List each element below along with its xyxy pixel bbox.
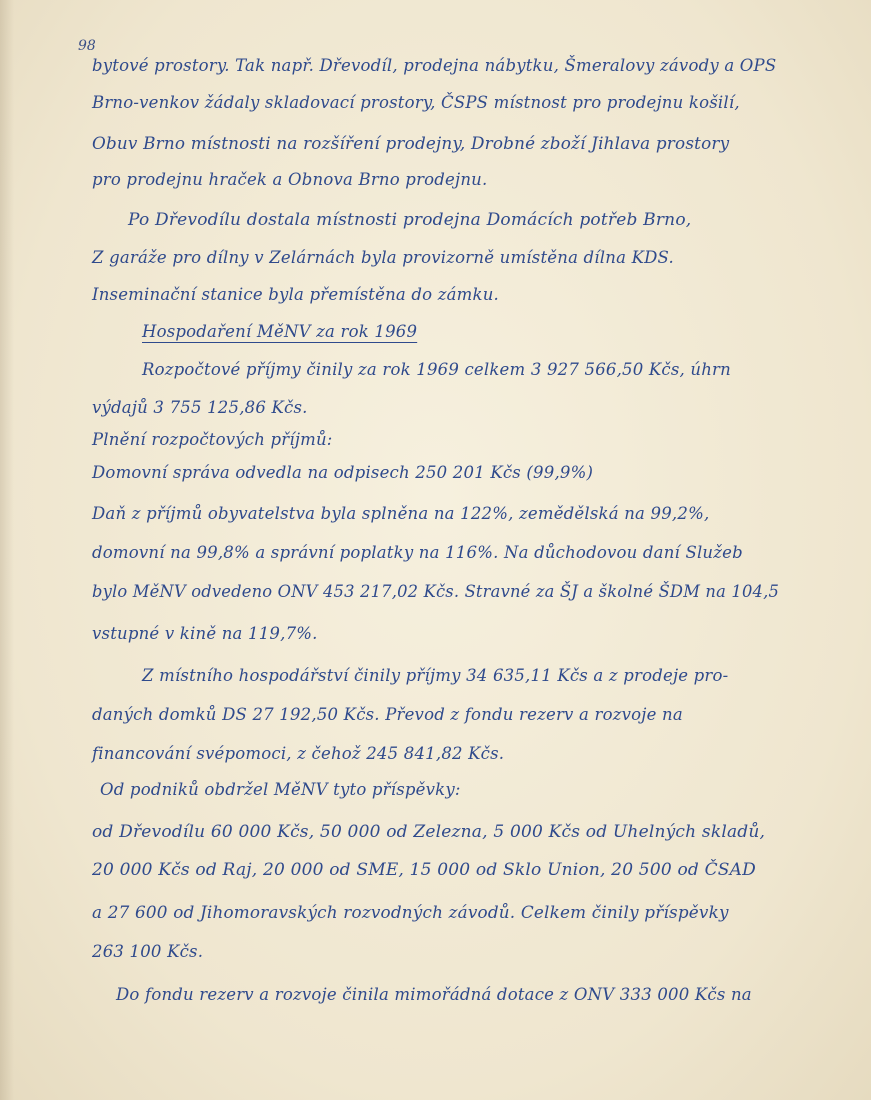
text-line: bytové prostory. Tak např. Dřevodíl, prodejna nábytku, Šmeralovy závody a OPS: [92, 56, 777, 75]
text-line: Daň z příjmů obyvatelstva byla splněna na 122%, zemědělská na 99,2%,: [92, 504, 710, 523]
text-line: Plnění rozpočtových příjmů:: [92, 430, 333, 449]
page-number: 98: [78, 38, 96, 54]
section-heading: Hospodaření MěNV za rok 1969: [142, 322, 418, 341]
text-line: od Dřevodílu 60 000 Kčs, 50 000 od Zelezna, 5 000 Kčs od Uhelných skladů,: [92, 822, 766, 842]
text-line: Po Dřevodílu dostala místnosti prodejna Domácích potřeb Brno,: [128, 210, 692, 230]
text-line: pro prodejnu hraček a Obnova Brno prodejnu.: [92, 170, 488, 189]
text-line: Z místního hospodářství činily příjmy 34 635,11 Kčs a z prodeje pro-: [142, 666, 729, 685]
text-line: vstupné v kině na 119,7%.: [92, 624, 318, 643]
text-line: Domovní správa odvedla na odpisech 250 201 Kčs (99,9%): [92, 463, 594, 482]
text-line: 263 100 Kčs.: [92, 942, 204, 961]
text-line: financování svépomoci, z čehož 245 841,82 Kčs.: [92, 744, 505, 763]
text-line: 20 000 Kčs od Raj, 20 000 od SME, 15 000 od Sklo Union, 20 500 od ČSAD: [92, 860, 756, 880]
text-line: Od podniků obdržel MěNV tyto příspěvky:: [100, 780, 461, 799]
text-line: Z garáže pro dílny v Zelárnách byla provizorně umístěna dílna KDS.: [92, 248, 674, 267]
text-line: bylo MěNV odvedeno ONV 453 217,02 Kčs. Stravné za ŠJ a školné ŠDM na 104,5: [92, 582, 780, 601]
text-line: Brno-venkov žádaly skladovací prostory, ČSPS místnost pro prodejnu košilí,: [92, 93, 740, 112]
binding-shadow: [0, 0, 14, 1100]
text-line: daných domků DS 27 192,50 Kčs. Převod z fondu rezerv a rozvoje na: [92, 705, 683, 724]
text-line: výdajů 3 755 125,86 Kčs.: [92, 398, 308, 417]
text-line: Do fondu rezerv a rozvoje činila mimořádná dotace z ONV 333 000 Kčs na: [116, 985, 752, 1004]
text-line: a 27 600 od Jihomoravských rozvodných závodů. Celkem činily příspěvky: [92, 902, 729, 922]
text-line: Obuv Brno místnosti na rozšíření prodejny, Drobné zboží Jihlava prostory: [92, 133, 730, 153]
text-line: Inseminační stanice byla přemístěna do zámku.: [92, 285, 499, 304]
text-line: Rozpočtové příjmy činily za rok 1969 celkem 3 927 566,50 Kčs, úhrn: [142, 360, 731, 379]
text-line: domovní na 99,8% a správní poplatky na 116%. Na důchodovou daní Služeb: [92, 543, 743, 562]
